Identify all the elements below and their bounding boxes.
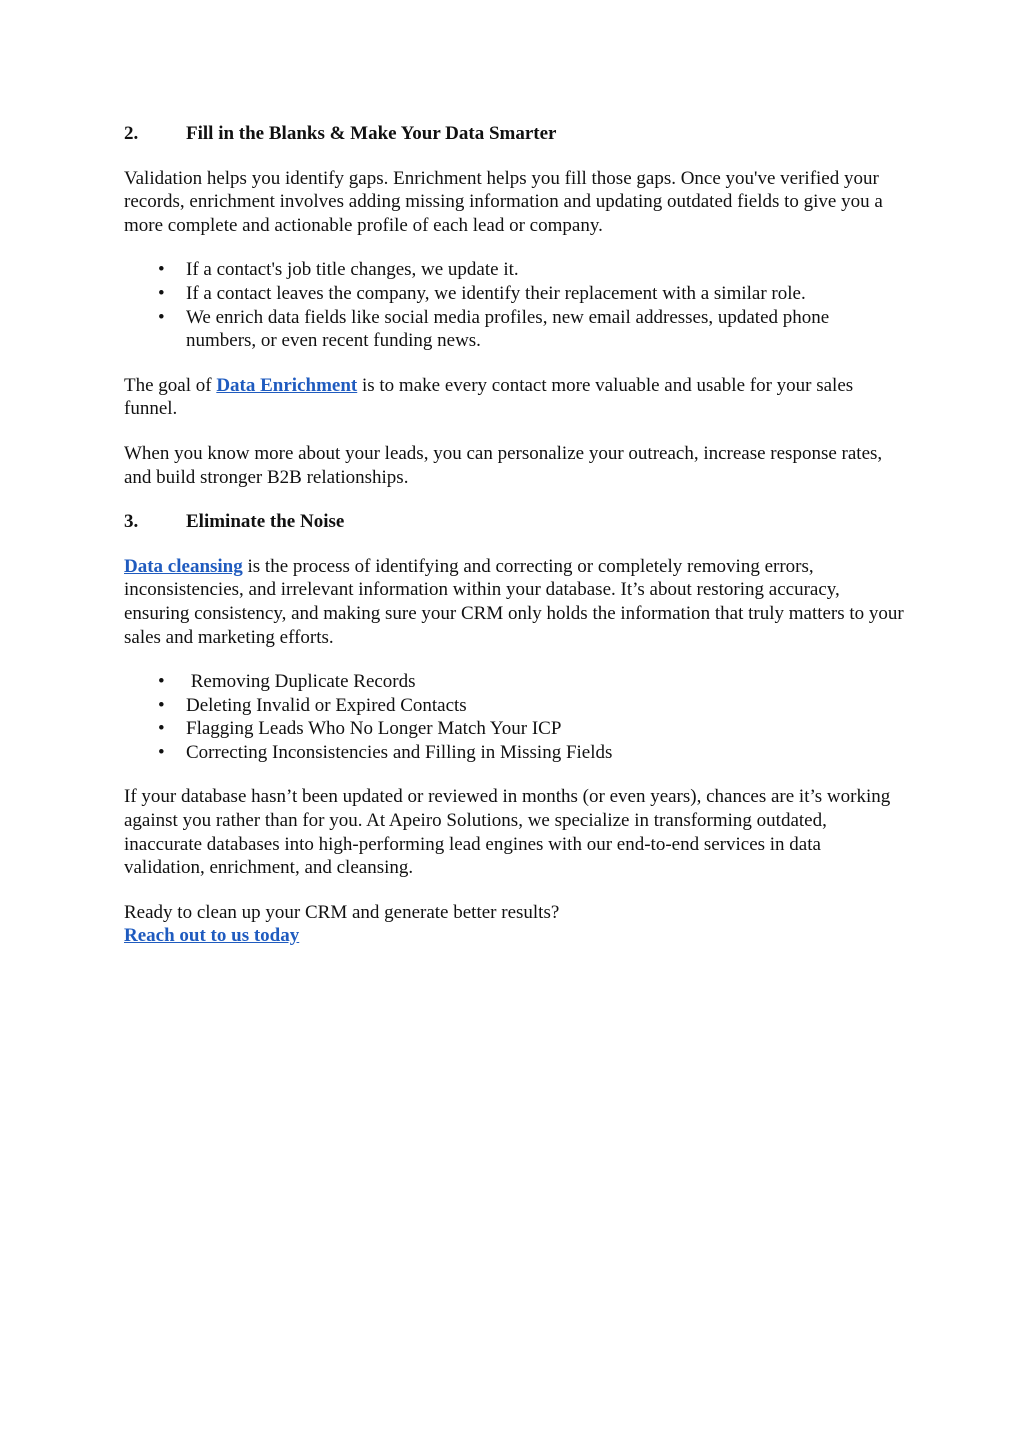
- section-2-number: 2.: [124, 123, 139, 144]
- section-3-number: 3.: [124, 511, 139, 533]
- list-item-text: If a contact's job title changes, we update it.: [186, 259, 519, 281]
- bullet-icon: •: [158, 694, 165, 716]
- reach-out-link[interactable]: Reach out to us today: [124, 925, 300, 947]
- list-item-text: We enrich data fields like social media profiles, new email addresses, updated phone numbers, or even recent funding news.: [186, 306, 830, 352]
- list-item-text: Deleting Invalid or Expired Contacts: [186, 694, 467, 716]
- goal-text-before: The goal of: [124, 374, 217, 396]
- section-2-heading: [124, 122, 904, 146]
- section-2-goal-paragraph: [124, 374, 904, 421]
- list-item-text: If a contact leaves the company, we identify their replacement with a similar role.: [186, 282, 806, 304]
- section-2-outro: When you know more about your leads, you can personalize your outreach, increase response rates, and build stronger B2B relationships.: [124, 442, 883, 488]
- cta-text: Ready to clean up your CRM and generate better results?: [124, 901, 560, 923]
- section-2-intro: Validation helps you identify gaps. Enrichment helps you fill those gaps. Once you've verified your records, enrichment involves adding missing information and updating outdated fields to give you a more complete and actionable profile of each lead or company.: [124, 167, 883, 236]
- list-item-text: Correcting Inconsistencies and Filling in Missing Fields: [186, 741, 613, 763]
- list-item: [124, 717, 904, 741]
- goal-text-after: is to make every contact more valuable and usable for your sales funnel.: [124, 374, 854, 420]
- section-3-bullet-list: [124, 670, 904, 764]
- bullet-icon: •: [158, 306, 165, 328]
- intro-text-after: is the process of identifying and correcting or completely removing errors, inconsistencies, and irrelevant information within your database. It’s about restoring accuracy, ensuring consistency, and making sure your CRM only holds the information that truly matters to your sales and marketing efforts.: [124, 555, 904, 648]
- list-item: [124, 258, 904, 282]
- data-cleansing-link[interactable]: Data cleansing: [124, 555, 243, 577]
- bullet-icon: •: [158, 741, 165, 763]
- list-item: [124, 282, 904, 306]
- section-2-title: Fill in the Blanks & Make Your Data Smarter: [186, 123, 557, 144]
- list-item-text: Removing Duplicate Records: [186, 671, 416, 693]
- list-item-text: Flagging Leads Who No Longer Match Your ICP: [186, 718, 562, 740]
- list-item: [124, 670, 904, 694]
- document-page: [124, 122, 904, 969]
- list-item: [124, 741, 904, 765]
- section-3-closing: If your database hasn’t been updated or reviewed in months (or even years), chances are it’s working against you rather than for you. At Apeiro Solutions, we specialize in transforming outdated, inaccurate databases into high-performing lead engines with our end-to-end services in data validation, enrichment, and cleansing.: [124, 786, 891, 879]
- list-item: [124, 306, 904, 353]
- cta-paragraph: [124, 924, 904, 948]
- section-2-bullet-list: [124, 258, 904, 352]
- data-enrichment-link[interactable]: Data Enrichment: [216, 374, 358, 396]
- bullet-icon: •: [158, 671, 165, 693]
- bullet-icon: •: [158, 718, 165, 740]
- section-3-title: Eliminate the Noise: [186, 511, 345, 533]
- section-3-heading: [124, 510, 904, 534]
- section-3-intro: [124, 555, 904, 649]
- bullet-icon: •: [158, 282, 165, 304]
- bullet-icon: •: [158, 259, 165, 281]
- list-item: [124, 694, 904, 718]
